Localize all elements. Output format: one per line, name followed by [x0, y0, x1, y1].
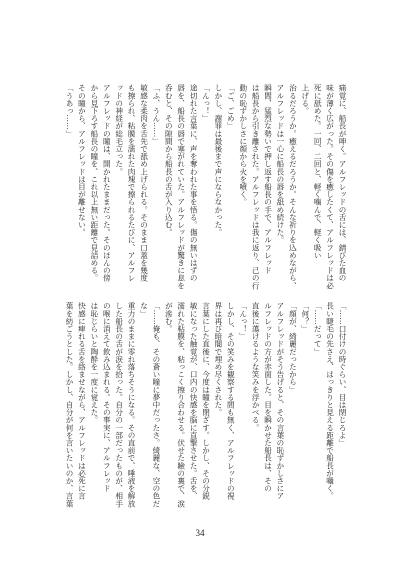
text-line: 直後に蕩けるような笑みを浮かべる。	[251, 302, 261, 432]
text-line: その瞳から、アルフレッドは目が離せない。	[77, 84, 87, 236]
text-line: 「何？」	[300, 302, 310, 333]
text-line: 葉を紡ごうとした。しかし、自分が何を言いたいのか、言葉	[65, 302, 75, 508]
text-line: 死に舐めた。一回、二回と、軽く噛んで、軽く吸い	[313, 84, 323, 259]
text-line: は船長から引き離された。アルフレッドは我に返り、己の行	[251, 84, 261, 290]
text-line: しかし、謝罪は最後まで声にならなかった。	[213, 84, 223, 236]
text-line: しかし、その笑みを観察する間も無く、アルフレッドの視	[226, 302, 236, 500]
text-line: アルフレッドがそう告げると、その言葉の恥ずかしさにア	[275, 302, 285, 500]
text-line: 味が薄く広がった。その傷を癒したくて、アルフレッドは必	[325, 84, 335, 290]
text-line: した船長の舌が涙を拾った。自分の一部だったものが、相手	[114, 302, 124, 508]
text-line: 敏になった触覚が、口内の快感を脳に直撃させた。舌を、	[189, 302, 199, 500]
text-line: の喉に消えて飲み込まれる。その事実に、アルフレッド	[102, 302, 112, 492]
text-line: 途切れた言葉に、声を奪われた事を悟る。傷の無いはずの	[189, 84, 199, 282]
text-line: ルフレッドの方が赤面した。目を瞬かせた船長は、その	[263, 302, 273, 492]
text-line: 「んっ！」	[201, 84, 211, 122]
upper-text-block	[63, 84, 348, 292]
text-line: は恥じらいと陶酔を一度に覚えた。	[89, 302, 99, 424]
text-line: 唇を、船長の唇で塞がれていた。アルフレッドが驚きに息を	[176, 84, 186, 290]
text-line: 動の恥ずかしさに顔から火を噴く。	[238, 84, 248, 206]
text-line: 「顔が、綺麗だったから」	[288, 302, 298, 394]
text-line: アルフレッドは一心に船長の唇を舐め続けた。	[275, 84, 285, 244]
text-line: 「ふ、うん……」	[151, 84, 161, 145]
text-line: 快感に痺れる舌を絡ませながら、アルフレッドは必死に言	[77, 302, 87, 500]
text-line: 上げる。	[300, 84, 310, 115]
text-line: 治るだろうか。癒えるだろうか。そんな祈りを込めながら、	[288, 84, 298, 290]
text-line: 「……俺も、その蒼い瞳に夢中だったさ。綺麗な、空の色だ	[151, 302, 161, 508]
text-line: 「んっ！」	[238, 302, 248, 340]
text-line: 「ご、ごめ」	[226, 84, 236, 130]
text-line: ッドの神経が総毛立った。	[114, 84, 124, 176]
text-line: 言葉にした直後に、今度は瞳を閉ざす。しかし、その分鋭	[201, 302, 211, 500]
text-line: 重力のままに零れ落ちそうになる。その直前で、唾液を解放	[127, 302, 137, 508]
text-line: 敏感な柔肉を舌先で舐め上げられる。そのまま口蓋を幾度	[139, 84, 149, 282]
text-line: も擦られ、粘膜を濡れた肉塊で擦られるたびに、アルフレ	[127, 84, 137, 282]
text-line: 長い睫毛の先さえ、はっきりと見える距離で船長が囁く。	[325, 302, 335, 500]
text-line: 「うあっ……」	[65, 84, 75, 138]
text-line: 「……口付けの時ぐらい、目は閉じろよ」	[338, 302, 347, 447]
text-line: 「……だって」	[313, 302, 323, 356]
page-number: 34	[195, 528, 205, 538]
text-line: 界は再び暗闇で埋め尽くされた。	[213, 302, 223, 416]
text-line: 濡れた粘膜を、粘っこく擦り合わせる。伏せた瞼の裏で、涙	[176, 302, 186, 508]
text-line: 瞬間、猛烈な勢いで押し返す船長の手で、アルフレッド	[263, 84, 273, 274]
lower-text-block	[63, 302, 348, 510]
text-line: から見下ろす船長の瞳を、これ以上無い距離で見詰める。	[89, 84, 99, 282]
text-line: が滲む。	[164, 302, 174, 333]
text-line: アルフレッドの瞳は、開かれたままだった。そのほんの傍	[102, 84, 112, 282]
text-line: 呑むと、その隙間から船長の舌が入り込む。	[164, 84, 174, 236]
text-line: な」	[139, 302, 149, 318]
text-line: 痛覚に、船長が呻く。アルフレッドの舌には、錆びた血の	[338, 84, 347, 282]
